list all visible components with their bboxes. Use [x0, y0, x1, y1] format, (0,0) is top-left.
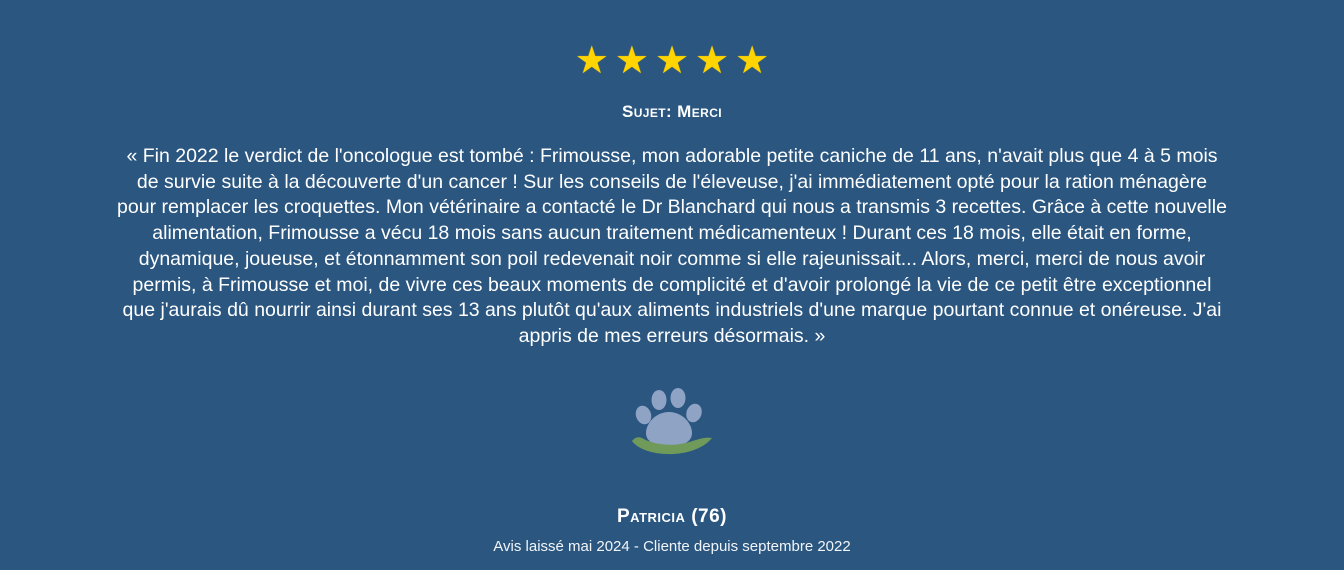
- star-icon-1: ★: [574, 40, 609, 82]
- star-icon-3: ★: [654, 40, 690, 82]
- star-icon-2: ★: [614, 40, 649, 82]
- review-body: « Fin 2022 le verdict de l'oncologue est tombé : Frimousse, mon adorable petite caniche de 11 ans, n'avait plus que 4 à 5 mois de survie suite à la découverte d'un cancer ! Sur les conseils de l'éleveuse, j'ai immédiatement opté pour la ration ménagère pour remplacer les croquettes. Mon vétérinaire a contacté le Dr Blanchard qui nous a transmis 3 recettes. Grâce à cette nouvelle alimentation, Frimousse a vécu 18 mois sans aucun traitement médicamenteux ! Durant ces 18 mois, elle était en forme, dynamique, joueuse, et étonnamment son poil redevenait noir comme si elle rajeunissait... Alors, merci, merci de nous avoir permis, à Frimousse et moi, de vivre ces beaux moments de complicité et d'avoir prolongé la vie de ce petit être exceptionnel que j'aurais dû nourrir ainsi durant ses 13 ans plutôt qu'aux aliments industriels d'une marque pourtant connue et onéreuse. J'ai appris de mes erreurs désormais. »: [117, 145, 1227, 348]
- review-author: Patricia (76): [617, 505, 727, 527]
- star-icon-4: ★: [695, 40, 730, 82]
- star-rating: [575, 42, 769, 80]
- review-meta: Avis laissé mai 2024 - Cliente depuis septembre 2022: [493, 537, 851, 555]
- paw-in-hand-logo-icon: [624, 386, 720, 464]
- logo: [624, 386, 720, 464]
- star-icon-5: ★: [735, 40, 770, 82]
- review-subject: Sujet: Merci: [621, 102, 723, 121]
